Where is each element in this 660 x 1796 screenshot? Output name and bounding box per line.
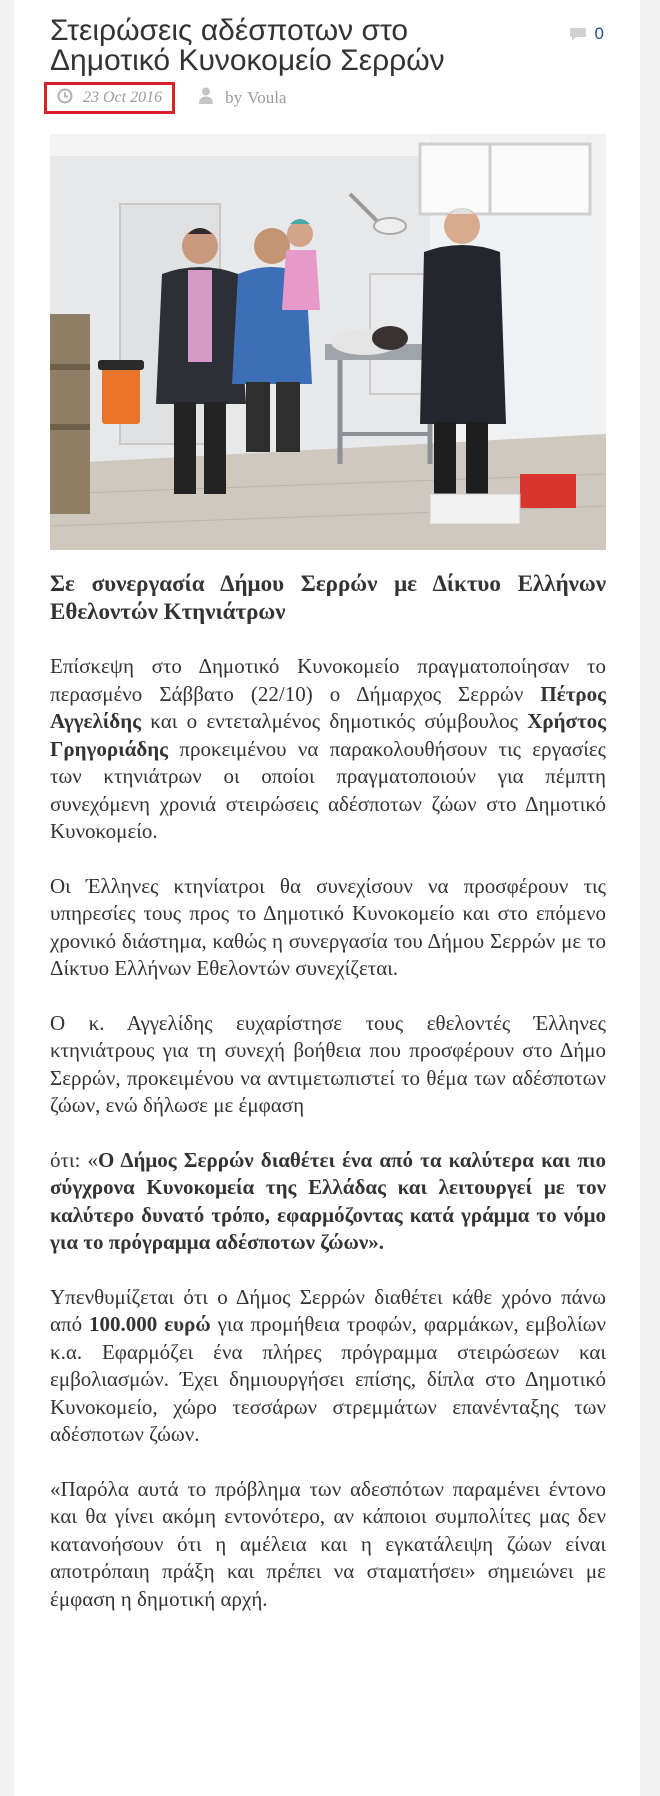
- paragraph-1-text-c: προκειμένου να παρακολουθήσουν τις εργασίες των κτηνιάτρων οι οποίοι πραγματοποιούν για πέμπτη συνεχόμενη χρονιά στειρώσεις αδέσποτων ζώων στο Δημοτικό Κυνοκομείο.: [50, 736, 606, 843]
- budget-amount: 100.000 ευρώ: [89, 1312, 211, 1336]
- paragraph-1: [50, 653, 606, 846]
- article-subheading: Σε συνεργασία Δήμου Σερρών με Δίκτυο Ελλήνων Εθελοντών Κτηνιάτρων: [50, 571, 606, 624]
- mayor-quote: Ο Δήμος Σερρών διαθέτει ένα από τα καλύτερα και πιο σύγχρονα Κυνοκομεία της Ελλάδας και λειτουργεί με τον καλύτερο δυνατό τρόπο, εφαρμόζοντας κατά γράμμα το νόμο για το πρόγραμμα αδέσποτων ζώων».: [50, 1147, 606, 1254]
- paragraph-5: [50, 1284, 606, 1449]
- post-date: [44, 82, 175, 114]
- post-date-text: 23 Oct 2016: [83, 89, 163, 106]
- article-container: [14, 0, 640, 1796]
- clock-icon: [57, 88, 83, 109]
- comment-count-link[interactable]: [569, 24, 604, 44]
- paragraph-6: «Παρόλα αυτά το πρόβλημα των αδεσπότων παραμένει έντονο και θα γίνει ακόμη εντονότερο, αν κάποιοι συμπολίτες μας δεν κατανοήσουν ότι η αμέλεια και η εγκατάλειψη ζώων είναι αποτρόπαιη πράξη και πρέπει να σταματήσει» σημειώνει με έμφαση η δημοτική αρχή.: [50, 1476, 606, 1611]
- paragraph-5-text-a: Υπενθυμίζεται ότι ο Δήμος Σερρών διαθέτει κάθε χρόνο πάνω από: [50, 1284, 606, 1336]
- author-name[interactable]: Voula: [247, 88, 287, 107]
- post-title[interactable]: Στειρώσεις αδέσποτων στο Δημοτικό Κυνοκομείο Σερρών: [50, 14, 445, 77]
- user-icon: [199, 87, 225, 109]
- article-body: [50, 570, 606, 1640]
- featured-photo: [50, 134, 606, 550]
- post-meta: [44, 80, 286, 116]
- quote-prefix: ότι: «: [50, 1147, 99, 1172]
- paragraph-3: Ο κ. Αγγελίδης ευχαρίστησε τους εθελοντές Έλληνες κτηνιάτρους για τη συνεχή βοήθεια που προσφέρουν στο Δήμο Σερρών, προκειμένου να αντιμετωπιστεί το θέμα των αδέσποτων ζώων, ενώ δήλωσε με έμφαση: [50, 1010, 606, 1117]
- comment-count: 0: [594, 24, 604, 43]
- paragraph-1-text-b: και ο εντεταλμένος δημοτικός σύμβουλος: [140, 709, 528, 733]
- paragraph-5-text-b: για προμήθεια τροφών, φαρμάκων, εμβολίων κ.α. Εφαρμόζει ένα πλήρες πρόγραμμα στειρώσεων και εμβολιασμών. Έχει δημιουργήσει επίσης, δίπλα στο Δημοτικό Κυνοκομείο, χώρο τεσσάρων στρεμμάτων επανένταξης των αδέσποτων ζώων.: [50, 1312, 606, 1446]
- author-prefix: by: [225, 88, 243, 107]
- paragraph-4: [50, 1147, 606, 1257]
- post-author: [199, 87, 286, 109]
- paragraph-2: Οι Έλληνες κτηνίατροι θα συνεχίσουν να προσφέρουν τις υπηρεσίες τους προς το Δημοτικό Κυνοκομείο και στο επόμενο χρονικό διάστημα, καθώς η συνεργασία του Δήμου Σερρών με το Δίκτυο Ελλήνων Εθελοντών συνεχίζεται.: [50, 873, 606, 980]
- paragraph-1-text-a: Επίσκεψη στο Δημοτικό Κυνοκομείο πραγματοποίησαν το περασμένο Σάββατο (22/10) ο Δήμαρχος Σερρών: [50, 654, 606, 706]
- comment-icon: [569, 27, 587, 42]
- councillor-name: Χρήστος Γρηγοριάδης: [50, 709, 606, 761]
- mayor-name: Πέτρος Αγγελίδης: [50, 681, 606, 733]
